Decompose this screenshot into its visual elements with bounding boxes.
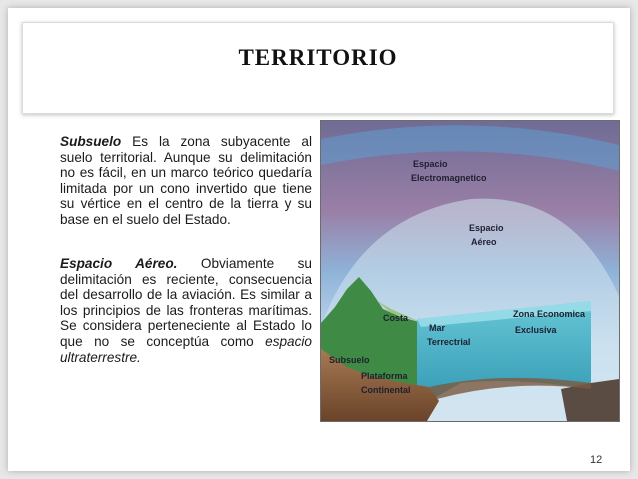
label-exclusiva: Exclusiva <box>515 325 557 335</box>
term-espacio-ultraterrestre: espacio ultraterrestre. <box>60 333 312 365</box>
paragraph-subsuelo <box>60 134 312 228</box>
paragraph-espacio-aereo <box>60 256 312 365</box>
slide <box>8 8 630 471</box>
label-continental: Continental <box>361 385 411 395</box>
label-mar: Mar <box>429 323 446 333</box>
label-plataforma: Plataforma <box>361 371 408 381</box>
definition-subsuelo: Es la zona subyacente al suelo territorial. Aunque su delimitación no es fácil, en un marco teórico quedaría limitada por un cono invertido que tiene su vértice en el centro de la tierra y su base en el suelo del Estado. <box>60 134 312 227</box>
label-mar-territorial: Terrectrial <box>427 337 471 347</box>
slide-title: TERRITORIO <box>238 45 398 70</box>
title-box <box>22 22 614 114</box>
label-espacio-electromagnetico: Espacio <box>413 159 448 169</box>
definition-espacio-aereo: Obviamente su delimitación es reciente, consecuencia del desarrollo de la aviación. Es similar a los principios de las fronteras marítimas. Se considera perteneciente al Estado lo que no se conceptúa como <box>60 256 312 349</box>
territory-diagram <box>320 120 620 422</box>
label-aereo: Aéreo <box>471 237 497 247</box>
term-espacio-aereo: Espacio Aéreo. <box>60 256 178 271</box>
label-zona-economica: Zona Economica <box>513 309 586 319</box>
label-costa: Costa <box>383 313 409 323</box>
label-espacio-aereo: Espacio <box>469 223 504 233</box>
label-electromagnetico: Electromagnetico <box>411 173 487 183</box>
label-subsuelo: Subsuelo <box>329 355 370 365</box>
term-subsuelo: Subsuelo <box>60 134 122 149</box>
page-number: 12 <box>590 454 603 466</box>
